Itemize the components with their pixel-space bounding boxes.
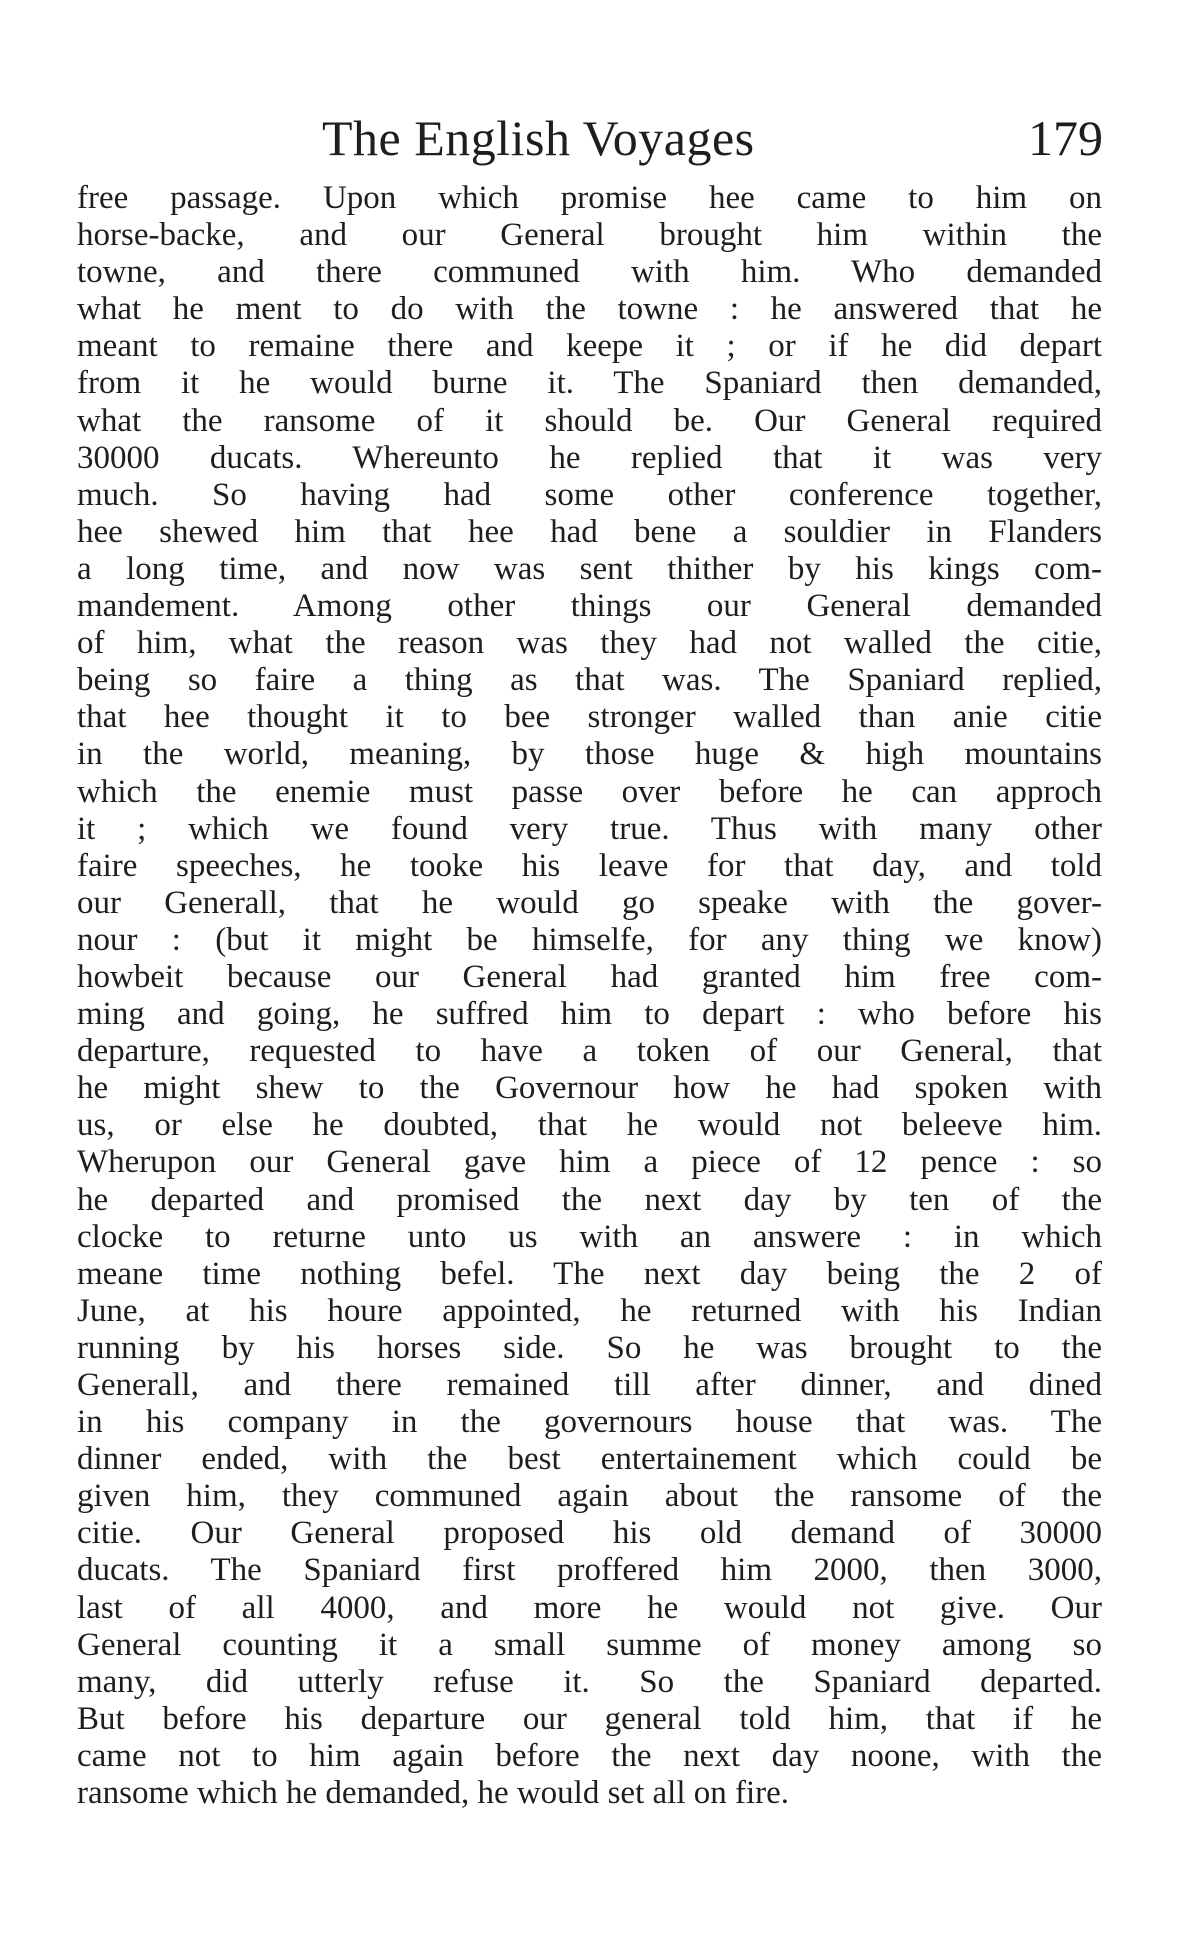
text-line: hee shewed him that hee had bene a souldier in Flanders bbox=[77, 513, 1102, 550]
text-line: of him, what the reason was they had not walled the citie, bbox=[77, 625, 1102, 662]
text-line: towne, and there communed with him. Who demanded bbox=[77, 254, 1102, 291]
text-line: he departed and promised the next day by ten of the bbox=[77, 1181, 1102, 1218]
text-line: it ; which we found very true. Thus with many other bbox=[77, 810, 1102, 847]
text-line: given him, they communed again about the ransome of the bbox=[77, 1478, 1102, 1515]
text-line: in his company in the governours house that was. The bbox=[77, 1404, 1102, 1441]
text-line: ducats. The Spaniard first proffered him 2000, then 3000, bbox=[77, 1552, 1102, 1589]
text-line: running by his horses side. So he was brought to the bbox=[77, 1329, 1102, 1366]
text-line: what he ment to do with the towne : he answered that he bbox=[77, 291, 1102, 328]
text-line: came not to him again before the next day noone, with the bbox=[77, 1737, 1102, 1774]
text-line: he might shew to the Governour how he had spoken with bbox=[77, 1070, 1102, 1107]
text-line: in the world, meaning, by those huge & high mountains bbox=[77, 736, 1102, 773]
text-line: mandement. Among other things our General demanded bbox=[77, 588, 1102, 625]
text-line: clocke to returne unto us with an answere : in which bbox=[77, 1218, 1102, 1255]
text-line: ransome which he demanded, he would set all on fire. bbox=[77, 1775, 790, 1812]
text-line: meane time nothing befel. The next day being the 2 of bbox=[77, 1255, 1102, 1292]
text-line: General counting it a small summe of money among so bbox=[77, 1626, 1102, 1663]
text-line: 30000 ducats. Whereunto he replied that it was very bbox=[77, 439, 1102, 476]
running-head bbox=[0, 108, 1189, 168]
running-title: The English Voyages bbox=[322, 110, 755, 166]
text-line: citie. Our General proposed his old demand of 30000 bbox=[77, 1515, 1102, 1552]
text-line: faire speeches, he tooke his leave for that day, and told bbox=[77, 847, 1102, 884]
text-line: what the ransome of it should be. Our General required bbox=[77, 402, 1102, 439]
text-line: from it he would burne it. The Spaniard then demanded, bbox=[77, 365, 1102, 402]
text-line: departure, requested to have a token of our General, that bbox=[77, 1033, 1102, 1070]
text-line: that hee thought it to bee stronger walled than anie citie bbox=[77, 699, 1102, 736]
text-line: June, at his houre appointed, he returned with his Indian bbox=[77, 1292, 1102, 1329]
text-line: Generall, and there remained till after dinner, and dined bbox=[77, 1367, 1102, 1403]
text-line: us, or else he doubted, that he would not beleeve him. bbox=[77, 1107, 1102, 1144]
text-line: howbeit because our General had granted him free com- bbox=[77, 958, 1102, 995]
text-line: a long time, and now was sent thither by his kings com- bbox=[77, 550, 1102, 587]
text-line: ming and going, he suffred him to depart : who before his bbox=[77, 996, 1102, 1033]
page-number: 179 bbox=[1028, 110, 1103, 166]
text-line: But before his departure our general told him, that if he bbox=[77, 1700, 1102, 1737]
text-line: horse-backe, and our General brought him within the bbox=[77, 217, 1102, 254]
text-line: dinner ended, with the best entertainement which could be bbox=[77, 1441, 1102, 1478]
text-line: much. So having had some other conference together, bbox=[77, 476, 1102, 513]
text-line: which the enemie must passe over before he can approch bbox=[77, 773, 1102, 810]
text-line: free passage. Upon which promise hee came to him on bbox=[77, 180, 1102, 216]
text-line: Wherupon our General gave him a piece of 12 pence : so bbox=[77, 1144, 1102, 1181]
text-line: nour : (but it might be himselfe, for any thing we know) bbox=[77, 921, 1102, 958]
text-line: meant to remaine there and keepe it ; or if he did depart bbox=[77, 328, 1102, 365]
text-line: being so faire a thing as that was. The Spaniard replied, bbox=[77, 662, 1102, 699]
body-text bbox=[77, 180, 1102, 1812]
text-line: our Generall, that he would go speake with the gover- bbox=[77, 884, 1102, 921]
text-line: last of all 4000, and more he would not give. Our bbox=[77, 1589, 1102, 1626]
text-line: many, did utterly refuse it. So the Spaniard departed. bbox=[77, 1663, 1102, 1700]
